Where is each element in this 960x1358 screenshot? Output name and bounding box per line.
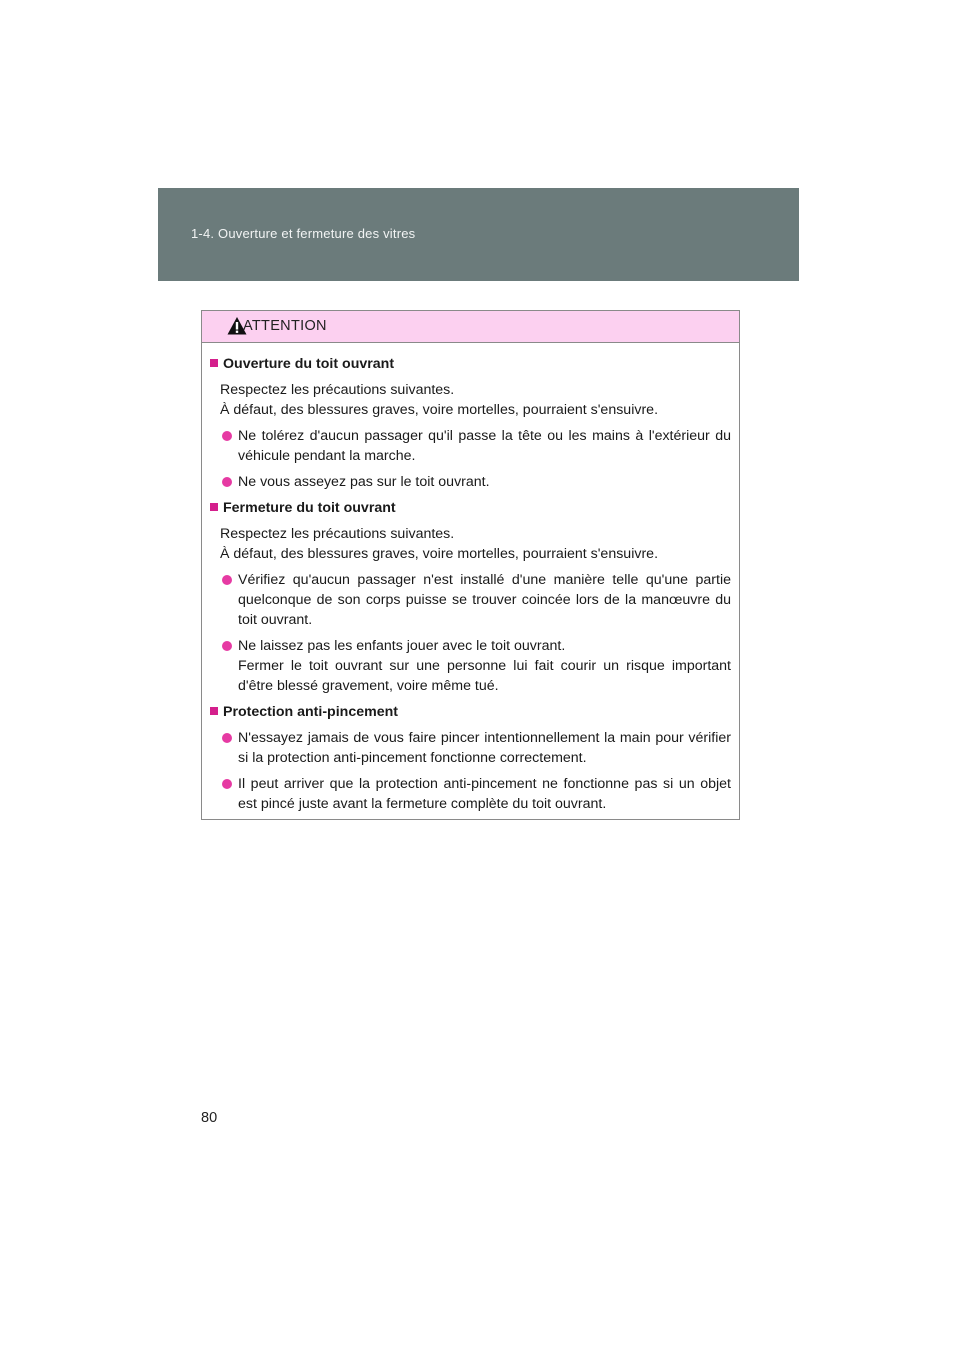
section-heading [210,498,731,518]
section-heading-text: Fermeture du toit ouvrant [223,500,396,516]
warning-body [202,343,739,814]
warning-header [202,311,739,343]
intro-line: À défaut, des blessures graves, voire mortelles, pourraient s'ensuivre. [220,402,659,418]
intro-line: Respectez les précautions suivantes. [220,526,455,542]
page-number: 80 [201,1110,218,1126]
section-heading [210,354,731,374]
list-item [210,472,731,492]
circle-bullet-icon [222,431,232,441]
list-item-line: Ne laissez pas les enfants jouer avec le toit ouvrant. [238,638,566,654]
list-item-text: Ne vous asseyez pas sur le toit ouvrant. [238,474,490,490]
list-item-text: N'essayez jamais de vous faire pincer intentionnellement la main pour vérifier si la protection anti-pincement fonctionne correctement. [238,730,731,766]
list-item-text: Il peut arriver que la protection anti-pincement ne fonctionne pas si un objet est pincé juste avant la fermeture complète du toit ouvrant. [238,776,731,812]
square-bullet-icon [210,503,218,511]
section-header-band [158,188,799,281]
section-heading-text: Protection anti-pincement [223,704,398,720]
list-item-text: Ne tolérez d'aucun passager qu'il passe la tête ou les mains à l'extérieur du véhicule pendant la marche. [238,428,731,464]
warning-box [201,310,740,820]
list-item [210,426,731,466]
section-heading [210,702,731,722]
section-heading-text: Ouverture du toit ouvrant [223,356,395,372]
section-intro [210,380,731,420]
circle-bullet-icon [222,641,232,651]
list-item-text: Vérifiez qu'aucun passager n'est installé d'une manière telle qu'une partie quelconque de son corps puisse se trouver coincée lors de la manœuvre du toit ouvrant. [238,572,731,628]
list-item [210,774,731,814]
list-item-line: Fermer le toit ouvrant sur une personne lui fait courir un risque important d'être blessé gravement, voire même tué. [238,658,731,694]
section-intro [210,524,731,564]
intro-line: Respectez les précautions suivantes. [220,382,455,398]
section-title: 1-4. Ouverture et fermeture des vitres [191,226,416,241]
warning-title: ATTENTION [243,318,327,334]
circle-bullet-icon [222,779,232,789]
list-item [210,636,731,696]
list-item-text [238,636,731,696]
list-item [210,728,731,768]
circle-bullet-icon [222,575,232,585]
intro-line: À défaut, des blessures graves, voire mortelles, pourraient s'ensuivre. [220,546,659,562]
circle-bullet-icon [222,477,232,487]
square-bullet-icon [210,707,218,715]
list-item [210,570,731,630]
square-bullet-icon [210,359,218,367]
circle-bullet-icon [222,733,232,743]
